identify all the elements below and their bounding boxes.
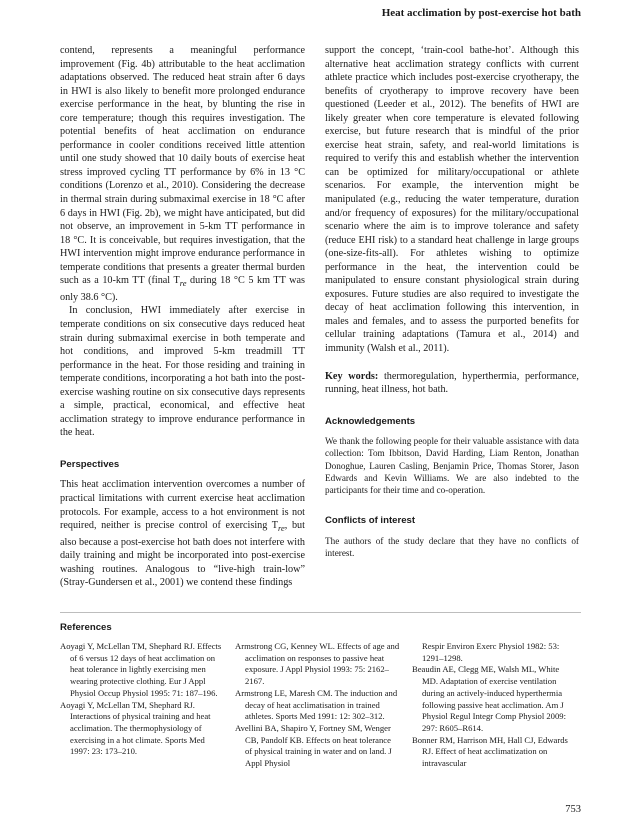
references-column-3 bbox=[412, 641, 577, 770]
conclusion-paragraph: In conclusion, HWI immediately after exercise in temperate conditions on six consecutive days reduced heat strain during submaximal exercise in both temperate and hot conditions, and improved 5-km treadmill TT performance in the heat. For those residing and training in temperate conditions, incorporating a hot bath into the post-exercise washing routine on six consecutive days represents a simple, practical, economical, and effective heat acclimation strategy to improve endurance performance in the heat. bbox=[60, 305, 305, 439]
perspectives-paragraph: This heat acclimation intervention overcomes a number of practical limitations with current exercise heat acclimation protocols. For example, access to a hot environment is not required, neither is precise control of exercising $T_{re}$, but also because a post-exercise hot bath does not interfere with daily training and might be incorporated into post-exercise washing routines. Analogous to “live-high train-low” (Stray-Gundersen et al., 2001) we contend these findings bbox=[60, 479, 305, 589]
acknowledgements-text: We thank the following people for their valuable assistance with data collection: Tom Ibbitson, David Harding, Liam Renton, Jonathan Donoghue, Lauren Casling, Benjamin Price, Thomas Storer, Jason Edwards and Kevin Williams. We are also indebted to the participants for their time and co-operation. bbox=[325, 436, 579, 496]
right-column bbox=[325, 44, 579, 559]
reference-item: Aoyagi Y, McLellan TM, Shephard RJ. Effects of 6 versus 12 days of heat acclimation on heat tolerance in lightly exercising men wearing protective clothing. Eur J Appl Physiol Occup Physiol 1995: 71: 187–196. bbox=[60, 641, 222, 698]
conflicts-heading: Conflicts of interest bbox=[325, 515, 416, 527]
page-number: 753 bbox=[565, 804, 581, 815]
reference-item: Avellini BA, Shapiro Y, Fortney SM, Wenger CB, Pandolf KB. Effects on heat tolerance of physical training in water and on land. J Appl Physiol bbox=[235, 722, 392, 769]
left-column bbox=[60, 44, 305, 590]
body-paragraph: contend, represents a meaningful performance improvement (Fig. 4b) attributable to the heat acclimation adaptations observed. The reduced heat strain after 6 days in HWI is also likely to benefit more prolonged endurance exercise performance in the heat, by blunting the rise in core temperature; though this requires investigation. The potential benefits of heat acclimation on endurance performance in cooler conditions received little attention until one study showed that 10 daily bouts of exercise heat stress improved cycling TT performance by 6% in 13 °C conditions (Lorenzo et al., 2010). Considering the decrease in thermal strain during submaximal exercise in 18 °C after 6 days in HWI (Fig. 2b), we might have anticipated, but did not observe, an improvement in 5-km TT performance in 18 °C. It is conceivable, but requires investigation, that the HWI intervention might improve endurance performance in temperate conditions that presents a greater thermal burden such as a 10-km TT (final $T_{re}$ during 18 °C 5 km TT was only 38.6 °C). bbox=[60, 45, 305, 303]
reference-item: Armstrong CG, Kenney WL. Effects of age and acclimation on responses to passive heat exposure. J Appl Physiol 1993: 75: 2162–2167. bbox=[235, 641, 400, 687]
references-column-1 bbox=[60, 641, 225, 758]
reference-item-continued: Respir Environ Exerc Physiol 1982: 53: 1291–1298. bbox=[422, 641, 560, 663]
keywords-label: Key words: bbox=[325, 370, 379, 382]
reference-item: Bonner RM, Harrison MH, Hall CJ, Edwards RJ. Effect of heat acclimatization on intravascular bbox=[412, 734, 568, 769]
references-heading: References bbox=[60, 622, 112, 633]
running-head: Heat acclimation by post-exercise hot bath bbox=[381, 7, 581, 19]
perspectives-heading: Perspectives bbox=[60, 458, 120, 470]
body-paragraph: support the concept, ‘train-cool bathe-hot’. Although this alternative heat acclimation strategy conflicts with current athlete practice which includes post-exercise cryotherapy, the benefits of cryotherapy to improve recovery have been questioned (Leeder et al., 2012). The benefits of HWI are likely greater when core temperature is elevated following exercise, but future research that is mindful of the prior exercise heat strain, safety, and real-world limitations is required to verify this and establish whether the intervention can be optimized for military/occupational or athlete scenarios. For example, the intervention might be manipulated (e.g., reducing the water temperature, duration and/or frequency of exposures) for the military/occupational scenario where the aim is to improve tolerance and safety (reduce EHI risk) to a standard heat challenge in large groups (one-size-fits-all). For athletes wishing to optimize performance in the heat, the intervention could be manipulated to ensure constant physiological strain during exposures. Future studies are also required to investigate the decay of heat acclimation following this intervention, in males and females, and to assess the purported benefits for cellular training adaptations (Tamura et al., 2014) and immunity (Walsh et al., 2011). bbox=[325, 45, 579, 355]
references-column-2 bbox=[235, 641, 400, 770]
conflicts-text: The authors of the study declare that they have no conflicts of interest. bbox=[325, 535, 579, 558]
acknowledgements-heading: Acknowledgements bbox=[325, 415, 416, 427]
reference-item: Beaudin AE, Clegg ME, Walsh ML, White MD. Adaptation of exercise ventilation during an actively-induced hyperthermia following passive heat acclimation. Am J Physiol Regul Integr Comp Physiol 2009: 297: R605–R614. bbox=[412, 664, 566, 733]
reference-item: Armstrong LE, Maresh CM. The induction and decay of heat acclimatisation in trained athletes. Sports Med 1991: 12: 302–312. bbox=[235, 687, 398, 722]
divider bbox=[60, 612, 581, 613]
keywords: Key words: thermoregulation, hyperthermia, performance, running, heat illness, hot bath. bbox=[325, 370, 579, 396]
reference-item: Aoyagi Y, McLellan TM, Shephard RJ. Interactions of physical training and heat acclimation. The thermophysiology of exercising in a hot climate. Sports Med 1997: 23: 173–210. bbox=[60, 699, 211, 757]
